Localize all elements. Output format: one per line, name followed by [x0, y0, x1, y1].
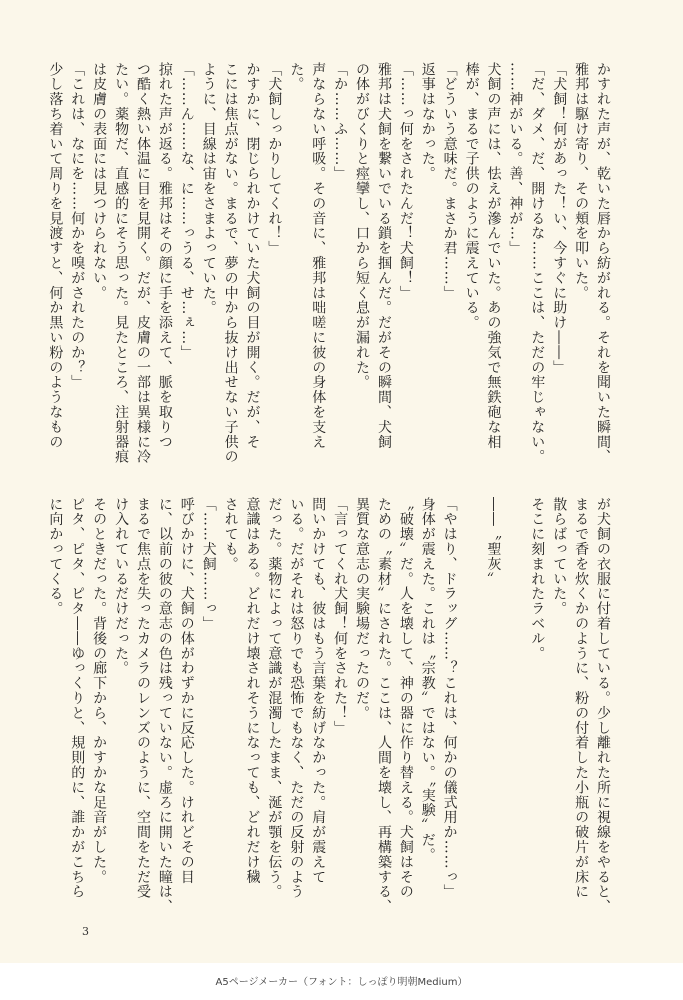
text-column: 散らばっていた。: [551, 497, 568, 617]
text-column: け入れているだけだった。: [113, 497, 130, 676]
text-column: たい。薬物だ、直感的にそう思った。見たところ、注射器痕: [113, 62, 130, 465]
text-column: [503, 497, 525, 907]
text-column: 身体が震えた。これは〝宗教〟ではない。〝実験〟だ。: [419, 497, 436, 863]
text-column: た。: [288, 62, 305, 92]
text-column: に向かってくる。: [47, 497, 64, 617]
text-column: 「か……ふ……」: [332, 62, 349, 182]
text-column: ――〝聖灰〟: [485, 497, 502, 587]
text-column: [460, 497, 482, 907]
text-column: 犬飼の声には、怯えが滲んでいた。あの強気で無鉄砲な相: [485, 62, 502, 450]
text-column: 異質な意志の実験場だったのだ。: [354, 497, 371, 721]
text-column: の体がびくりと痙攣し、口から短く息が漏れた。: [354, 62, 371, 390]
text-column: 「犬飼しっかりしてくれ！」: [266, 62, 283, 256]
text-column: 掠れた声が返る。雅邦はその顔に手を添えて、脈を取りつ: [156, 62, 173, 450]
upper-text-block: [43, 62, 613, 472]
text-column: こには焦点がない。まるで、夢の中から抜け出せない子供の: [222, 62, 239, 465]
page-number: 3: [82, 925, 89, 938]
footer-credit: A5ページメーカー（フォント：しっぽり明朝Medium）: [215, 977, 468, 988]
text-column: そこに刻まれたラベル。: [529, 497, 546, 661]
text-column: 呼びかけに、犬飼の体がわずかに反応した。けれどその目: [178, 497, 195, 885]
text-column: まるで焦点を失ったカメラのレンズのように、空間をただ受: [134, 497, 151, 900]
text-column: 問いかけても、彼はもう言葉を紡げなかった。肩が震えて: [310, 497, 327, 885]
text-column: は皮膚の表面には見つけられない。: [91, 62, 108, 301]
text-column: ための〝素材〟にされた。ここは、人間を壊し、再構築する、: [375, 497, 392, 915]
text-column: そのときだった。背後の廊下から、かすかな足音がした。: [91, 497, 108, 885]
text-column: 棒が、まるで子供のように震えている。: [463, 62, 480, 331]
text-column: されても。: [222, 497, 239, 572]
text-column: 「だ、ダメ、だ、開けるな……ここは、ただの牢じゃない。: [529, 62, 546, 465]
text-column: 雅邦は犬飼を繋いでいる鎖を掴んだ。だがその瞬間、犬飼: [375, 62, 392, 450]
text-column: 雅邦は駆け寄り、その頬を叩いた。: [573, 62, 590, 301]
text-column: いる。だがそれは怒りでも恐怖でもなく、ただの反射のよう: [288, 497, 305, 900]
text-column: 意識はある。どれだけ壊されそうになっても、どれだけ穢: [244, 497, 261, 885]
text-column: 「……ん……な、に……っうる、せ…ぇ…」: [178, 62, 195, 360]
lower-text-block: [43, 497, 613, 915]
text-column: 「……犬飼……っ」: [200, 497, 217, 632]
text-column: 少し落ち着いて周りを見渡すと、何か黒い粉のようなもの: [47, 62, 64, 450]
text-column: が犬飼の衣服に付着している。少し離れた所に視線をやると、: [595, 497, 611, 915]
text-column: まるで香を炊くかのように、粉の付着した小瓶の破片が床に: [573, 497, 590, 900]
text-column: ……神がいる。善、神が…」: [507, 62, 524, 256]
text-column: ピタ、ピタ、ピタ――ゆっくりと、規則的に、誰かがこちら: [69, 497, 86, 900]
text-column: 「やはり、ドラッグ……？これは、何かの儀式用か……っ」: [441, 497, 458, 900]
text-column: 「どういう意味だ。まさか君……」: [441, 62, 458, 301]
text-column: つ酷く熱い体温に目を見開く。だが、皮膚の一部は異様に冷: [134, 62, 151, 465]
text-column: だった。薬物によって意識が混濁したまま、涎が顎を伝う。: [266, 497, 283, 900]
text-column: に、以前の彼の意志の色は残っていない。虚ろに開いた瞳は、: [156, 497, 173, 915]
text-column: 「これは、なにを……何かを嗅がされたのか？」: [69, 62, 86, 390]
text-column: 「犬飼！何があった！い、今すぐに助け――」: [551, 62, 568, 375]
text-column: ように、目線は宙をさまよっていた。: [200, 62, 217, 316]
text-column: 「言ってくれ犬飼！何をされた！」: [332, 497, 349, 736]
text-column: 声ならない呼吸。その音に、雅邦は咄嗟に彼の身体を支え: [310, 62, 327, 450]
text-column: 返事はなかった。: [419, 62, 436, 182]
text-column: かすれた声が、乾いた唇から紡がれる。それを聞いた瞬間、: [595, 62, 611, 465]
text-column: 「……っ何をされたんだ！犬飼！」: [397, 62, 414, 301]
text-column: かすかに、閉じられかけていた犬飼の目が開く。だが、そ: [244, 62, 261, 450]
text-column: 〝破壊〟だ。人を壊して、神の器に作り替える。犬飼はその: [397, 497, 414, 900]
